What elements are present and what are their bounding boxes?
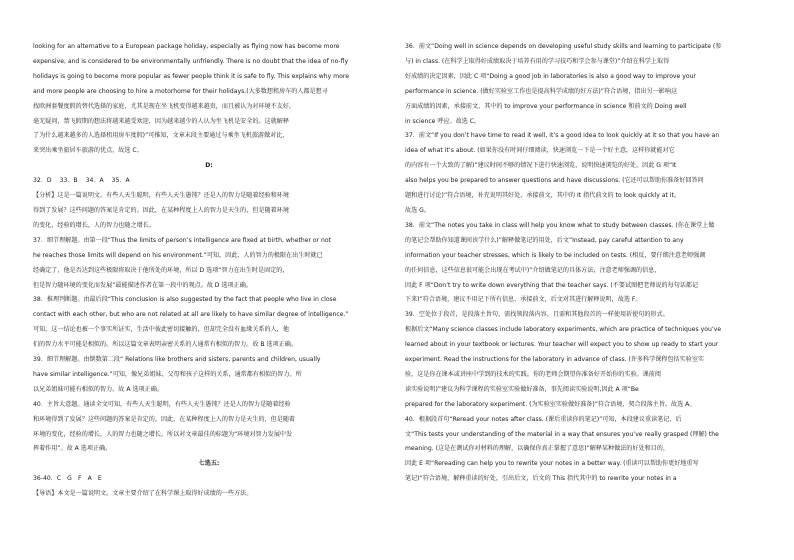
left-column-line: 39．细节理解题。由倒数第二段“ Relations like brothers and sisters, parents and children, usually — [33, 356, 321, 364]
left-column-line: 和环境得到了发展？这些问题的答案是肯定的。因此，在某种程度上人的智力是天生的，但是随着 — [33, 415, 296, 423]
left-column-line: 37．细节理解题。由第一段“Thus the limits of person’s intelligence are fixed at birth, whether or not — [33, 236, 332, 244]
right-column-line: 根据后文“Many science classes include laboratory experiments, which are practice of techniques you’ve — [405, 326, 722, 334]
right-column-line: 37．前文“If you don’t have time to read it well, it’s a good idea to look quickly at it so that you have an — [405, 132, 720, 140]
left-column — [33, 40, 385, 502]
right-column-line: 因此 F 项“Don’t try to write down everything that the teacher says. (不要试图把老师说的每句话都记 — [405, 281, 699, 289]
left-column-line: 40．主旨大意题。通读全文可知，有些人天生聪明，有些人天生愚钝？还是人的智力是随着经验 — [33, 400, 291, 408]
right-column-line: meaning. (这是在测试你对材料的理解，以确保你真正掌握了意思)”解释某种做法的好处和目的， — [405, 445, 669, 453]
right-column-line: 验，这是你在课本或讲座中学到的技术的实践。你的老师会期望你准备好开始你的实验。课前阅 — [405, 370, 661, 378]
right-column-line: 题和进行讨论)”符合语境，补充说明其好处，承接前文，其中的 It 指代前文的 to look quickly at it。 — [405, 192, 680, 200]
right-column-line: also helps you be prepared to answer questions and have discussions. (它还可以帮助你准备好回答问 — [405, 177, 704, 185]
left-column-line: 得到了发展？这些问题的答案是肯定的。因此，在某种程度上人的智力是天生的，但是随着环境 — [33, 206, 289, 214]
left-column-line: 36-40．C G F A E — [33, 475, 102, 483]
right-column-line: 因此 E 项“Rereading can help you to rewrite your notes in a better way. (重读可以帮助你更好地重写 — [405, 460, 699, 468]
right-column-line: prepared for the laboratory experiment. (为实验室实验做好准备)”符合语境，契合段落主旨。故选 A。 — [405, 400, 696, 408]
left-column-line: 【分析】这是一篇说明文。有些人天生聪明，有些人天生愚钝？还是人的智力是随着经验和环境 — [33, 192, 289, 200]
left-column-line: 【导语】本文是一篇说明文。文章主要介绍了在科学课上取得好成绩的一些方法。 — [33, 490, 253, 498]
right-column-line: 与) in class. (在科学上取得好成绩取决于培养有用的学习技巧和学会参与课堂)”介绍在科学上取得 — [405, 57, 670, 65]
left-column-line: 但是智力随环境的变化而发展”最能描述作者在第一段中的观点。故 D 选项正确。 — [33, 281, 252, 289]
left-column-line: and more people are choosing to hire a motorhome for their holidays.(大多数想租房车的人都是想寻 — [33, 87, 328, 95]
left-column-line: 38．推理判断题。由最后段“This conclusion is also suggested by the fact that people who live in close — [33, 296, 337, 304]
left-column-line: 的变化，经验的增长，人的智力也随之增长。 — [33, 221, 155, 229]
right-column-line: learned about in your textbook or lectures. Your teacher will expect you to show up ready to start your — [405, 341, 719, 349]
left-column-line: looking for an alternative to a European package holiday, especially as flying now has become more — [33, 43, 340, 50]
right-column-line: information your teacher stresses, which is likely to be included on tests. (相反，要仔细注意老师强调 — [405, 251, 706, 259]
right-column-line: 笔记)”符合语境，解释重读的好处，引出后文，后文的 This 指代其中的 to rewrite your notes in a — [405, 475, 677, 483]
left-column-line: 们的智力水平可能是相似的。所以这篇文章表明亲密关系的人通常有相似的智力。故 B 选项正确。 — [33, 341, 297, 349]
left-column-line: D: — [205, 162, 213, 170]
left-column-line: 可知，这一结论也被一个事实所证实，生活中彼此密切接触的，但却完全没有血缘关系的人，他 — [33, 326, 289, 334]
left-column-line: 经确定了，他是否达到这些极限将取决于他所处的环境，所以 D 选项“智力在出生时是固定的， — [33, 266, 289, 274]
left-column-line: 七选五: — [198, 460, 220, 468]
right-column-line: 下来)”符合语境，建议不用记下所有信息，承接前文，后文对其进行解释说明，故选 F。 — [405, 296, 642, 304]
left-column-line: 以兄弟姐妹可能有相似的智力。故 A 选项正确。 — [33, 385, 163, 393]
left-column-line: he reaches those limits will depend on his environment.”可知，因此，人的智力的极限在出生时就已 — [33, 251, 323, 259]
left-column-line: 毫无疑问，禁飞假期的想法将越来越受欢迎，因为越来越少的人认为坐飞机是安全的。这就解释 — [33, 117, 289, 125]
right-column-line: 的任何信息，这些信息很可能会出现在考试中)”介绍做笔记的具体方法，注意老师强调的信息， — [405, 266, 661, 274]
right-column-line: 的笔记会帮助你知道课间该学什么)”解释做笔记的用处，后文“Instead, pay careful attention to any — [405, 236, 684, 244]
right-column-line: 38．前文“The notes you take in class will help you know what to study between classes. (你在课堂上做 — [405, 221, 715, 229]
left-column-line: 挥着作用”。故 A 选项正确。 — [33, 445, 112, 453]
left-column-line: have similar intelligence.”可知，像兄弟姐妹、父母和孩子这样的关系，通常都有相似的智力。所 — [33, 370, 302, 378]
right-column — [405, 40, 757, 487]
right-column-line: 文“This tests your understanding of the material in a way that ensures you’ve really grasped (理解) the — [405, 430, 719, 438]
right-column-line: 读实验说明)”建议为科学课程的实验室实验做好准备，事先阅读实验说明,因此 A 项“Be — [405, 385, 639, 393]
right-column-line: 的内容有一个大致的了解)”建议时间不够的情况下进行快速浏览，说明快速浏览的好处，因此 G 项“It — [405, 162, 677, 170]
right-column-line: idea of what it’s about. (如果你没有时间仔细阅读，快速浏览一下是一个好主意，这样你就能对它 — [405, 147, 675, 155]
right-column-line: 40．根据段首句“Reread your notes after class. (课后重读你的笔记)”可知，本段建议重读笔记，后 — [405, 415, 682, 423]
right-column-line: 好成绩的决定因素，因此 C 项“Doing a good job in laboratories is also a good way to improve your — [405, 72, 696, 80]
right-column-line: in science 呼应。故选 C。 — [405, 117, 481, 125]
right-column-line: 39．空处位于段首，是段落主旨句，需找领段落内容，且需和其他段首的一样使用祈使句的形式。 — [405, 311, 669, 319]
left-column-line: 来突出乘坐旅居车旅游的优点，故选 C。 — [33, 147, 143, 155]
left-column-line: 环境的变化，经验的增长，人的智力也随之增长。所以对文章最佳的标题为“环境对智力发展中发 — [33, 430, 293, 438]
left-column-line: 32．D 33．B 34．A 35．A — [33, 177, 130, 185]
right-column-line: experiment. Read the instructions for the laboratory in advance of class. (许多科学课程包括实验室实 — [405, 356, 705, 364]
right-column-line: 故选 G。 — [405, 206, 430, 214]
left-column-line: contact with each other, but who are not related at all are likely to have similar degree of intelligence.” — [33, 311, 349, 319]
left-column-line: 了为什么越来越多的人选择租用房车度假)”可推知，文章末段主要通过与乘坐飞机旅游做对比， — [33, 132, 289, 140]
left-column-line: 找欧洲套餐度假的替代选择的家庭，尤其是现在坐飞机变得越来越贵，而且被认为对环境不友好。 — [33, 102, 296, 110]
right-column-line: 方面成绩的因素，承接前文，其中的 to improve your performance in science 和前文的 Doing well — [405, 102, 687, 110]
right-column-line: 36．前文“Doing well in science depends on developing useful study skills and learning to participate (参 — [405, 43, 722, 50]
left-column-line: expensive, and is considered to be environmentally unfriendly. There is no doubt that the idea of no-fly — [33, 57, 349, 65]
left-column-line: holidays is going to become more popular as fewer people think it is safe to fly. This explains why more — [33, 72, 349, 80]
right-column-line: performance in science. (做好实验室工作也是提高科学成绩的好方法)”符合语境，指出另一影响这 — [405, 87, 678, 95]
